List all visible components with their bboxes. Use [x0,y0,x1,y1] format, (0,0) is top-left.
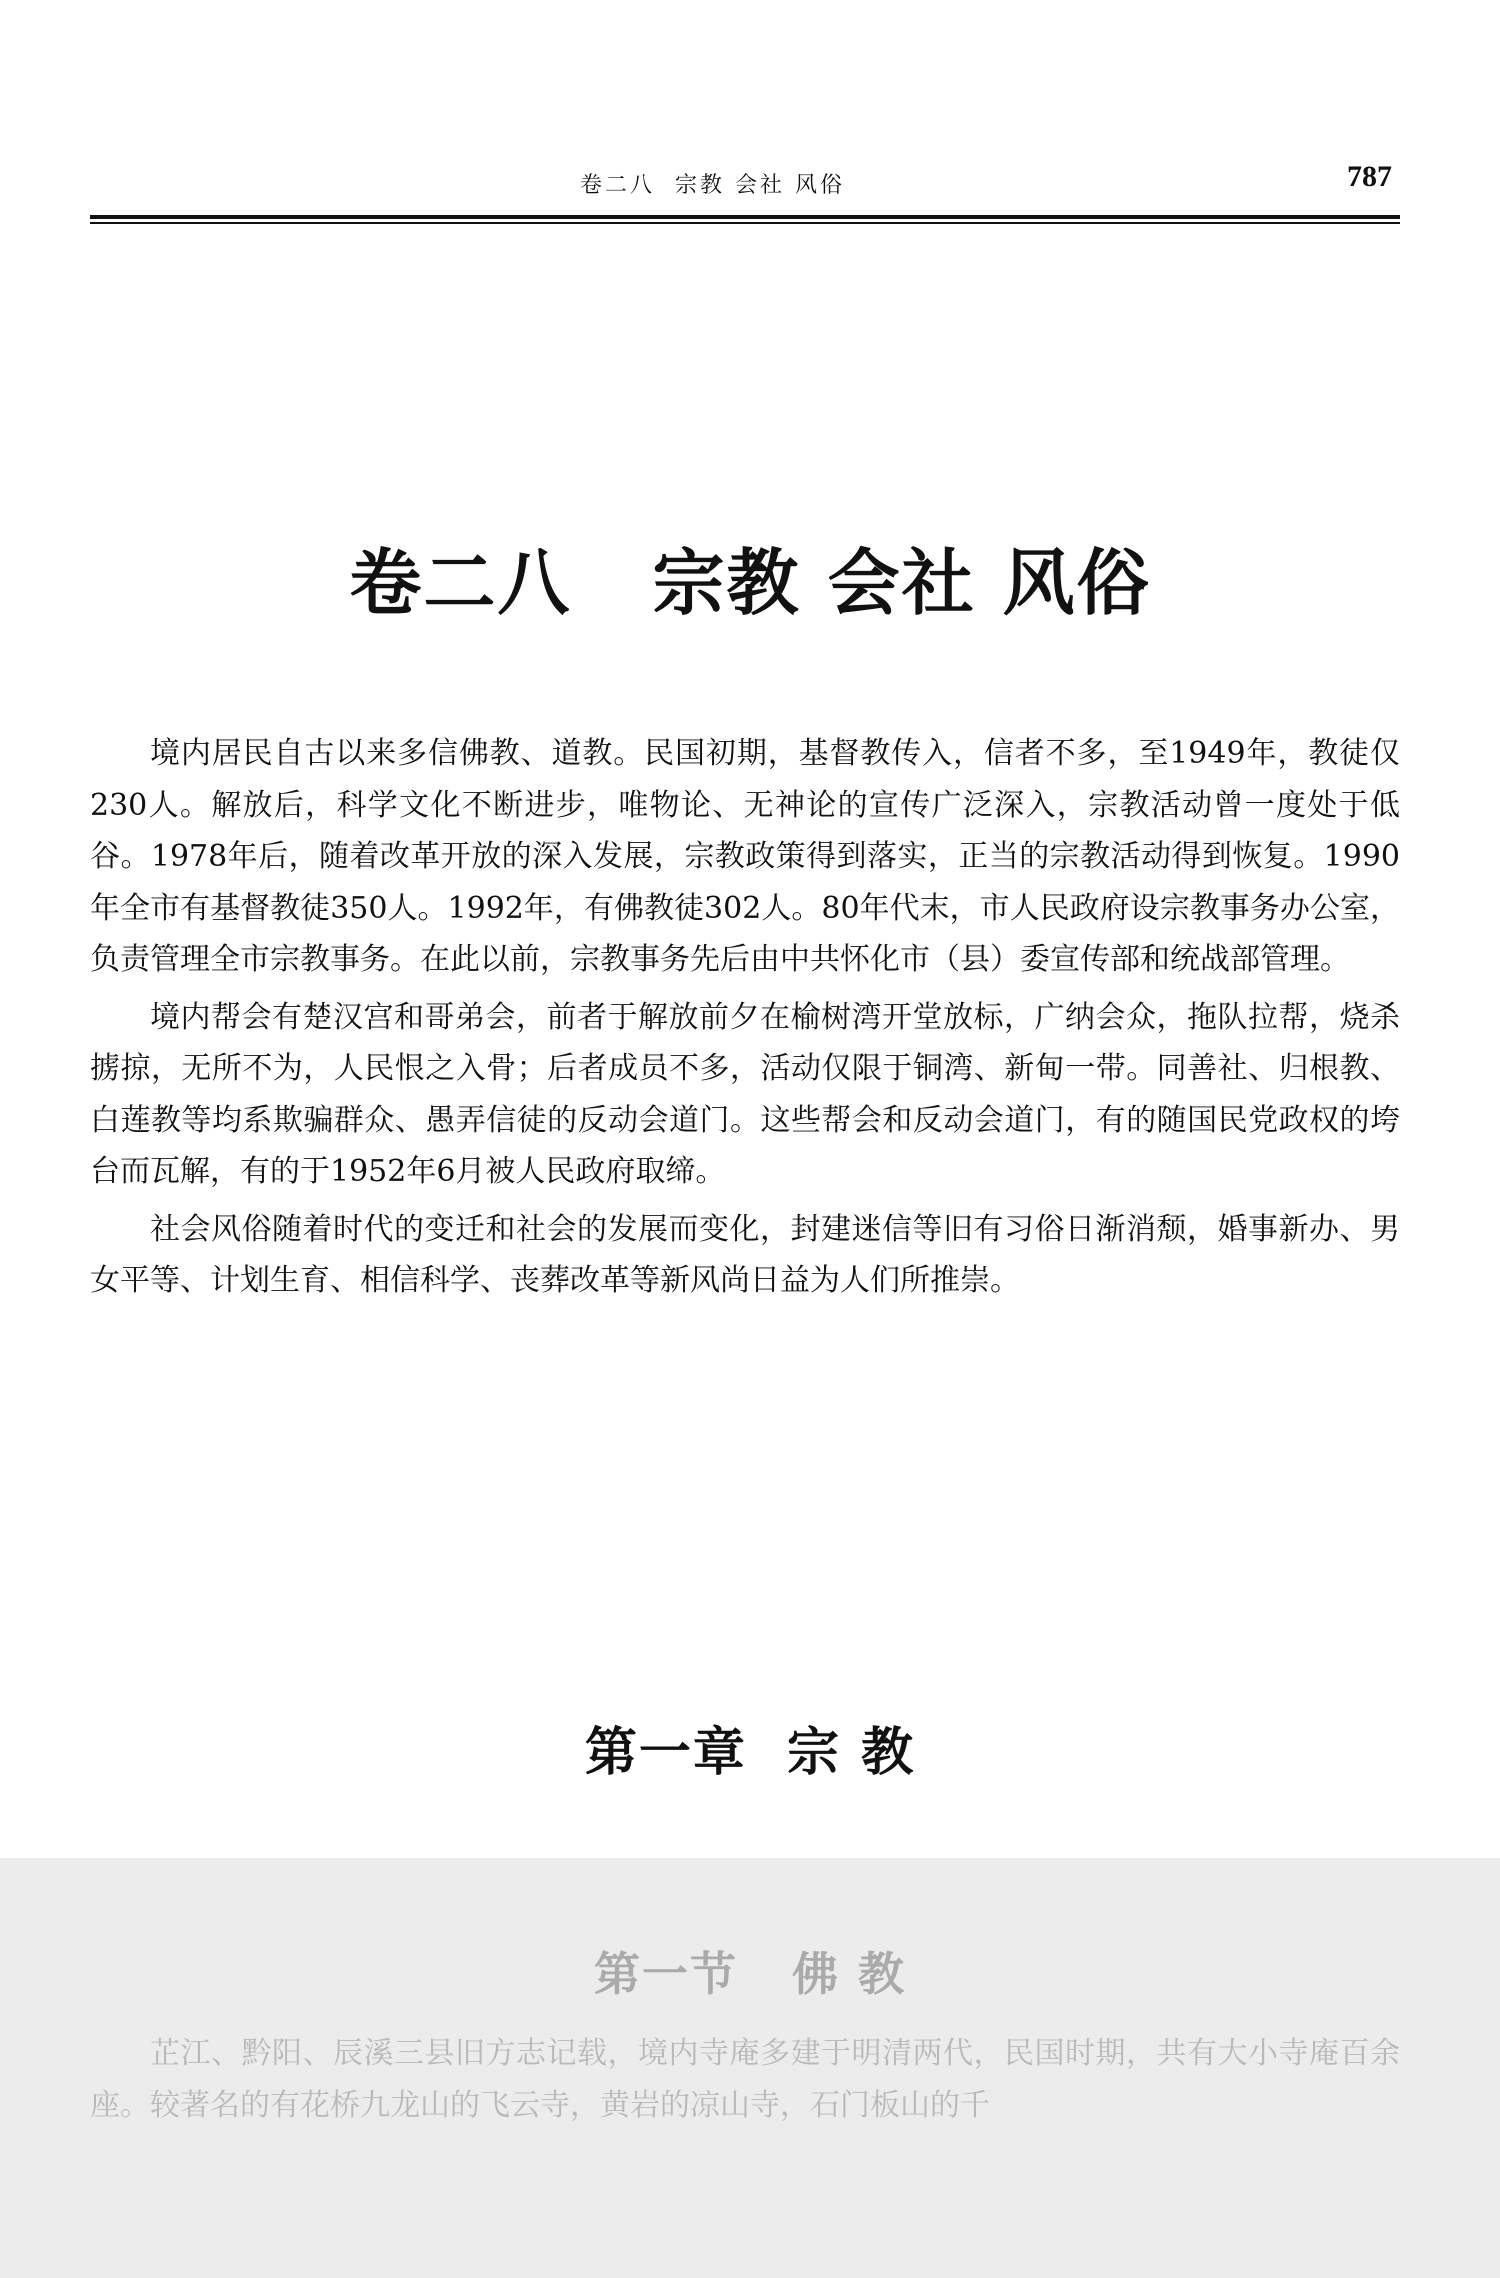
section-title: 第一节 佛 教 [593,1947,907,2001]
header-rule-thick [90,215,1400,219]
header-rule-thin [90,222,1400,224]
faded-preview-region [0,1858,1500,2278]
intro-paragraph-societies: 境内帮会有楚汉宫和哥弟会，前者于解放前夕在榆树湾开堂放标，广纳会众，拖队拉帮，烧杀掳掠，无所不为，人民恨之入骨；后者成员不多，活动仅限于铜湾、新甸一带。同善社、归根教、白莲教等均系欺骗群众、愚弄信徒的反动会道门。这些帮会和反动会道门，有的随国民党政权的垮台而瓦解，有的于1952年6月被人民政府取缔。 [90,999,1400,1189]
intro-paragraph-customs: 社会风俗随着时代的变迁和社会的发展而变化，封建迷信等旧有习俗日渐消颓，婚事新办、男女平等、计划生育、相信科学、丧葬改革等新风尚日益为人们所推崇。 [90,1211,1400,1298]
running-title: 卷二八 宗教 会社 风俗 [580,173,845,198]
volume-title: 卷二八 宗教 会社 风俗 [349,540,1151,625]
section-body [90,2028,1400,2131]
intro-text [90,728,1400,1313]
intro-paragraph-religion: 境内居民自古以来多信佛教、道教。民国初期，基督教传入，信者不多，至1949年，教徒仅230人。解放后，科学文化不断进步，唯物论、无神论的宣传广泛深入，宗教活动曾一度处于低谷。1978年后，随着改革开放的深入发展，宗教政策得到落实，正当的宗教活动得到恢复。1990年全市有基督教徒350人。1992年，有佛教徒302人。80年代末，市人民政府设宗教事务办公室，负责管理全市宗教事务。在此以前，宗教事务先后由中共怀化市（县）委宣传部和统战部管理。 [90,736,1400,977]
page-number: 787 [1347,160,1392,193]
section-paragraph: 芷江、黔阳、辰溪三县旧方志记载，境内寺庵多建于明清两代，民国时期，共有大小寺庵百余座。较著名的有花桥九龙山的飞云寺，黄岩的凉山寺，石门板山的千 [90,2036,1400,2123]
running-header [90,160,1400,200]
chapter-title: 第一章 宗 教 [584,1723,916,1783]
